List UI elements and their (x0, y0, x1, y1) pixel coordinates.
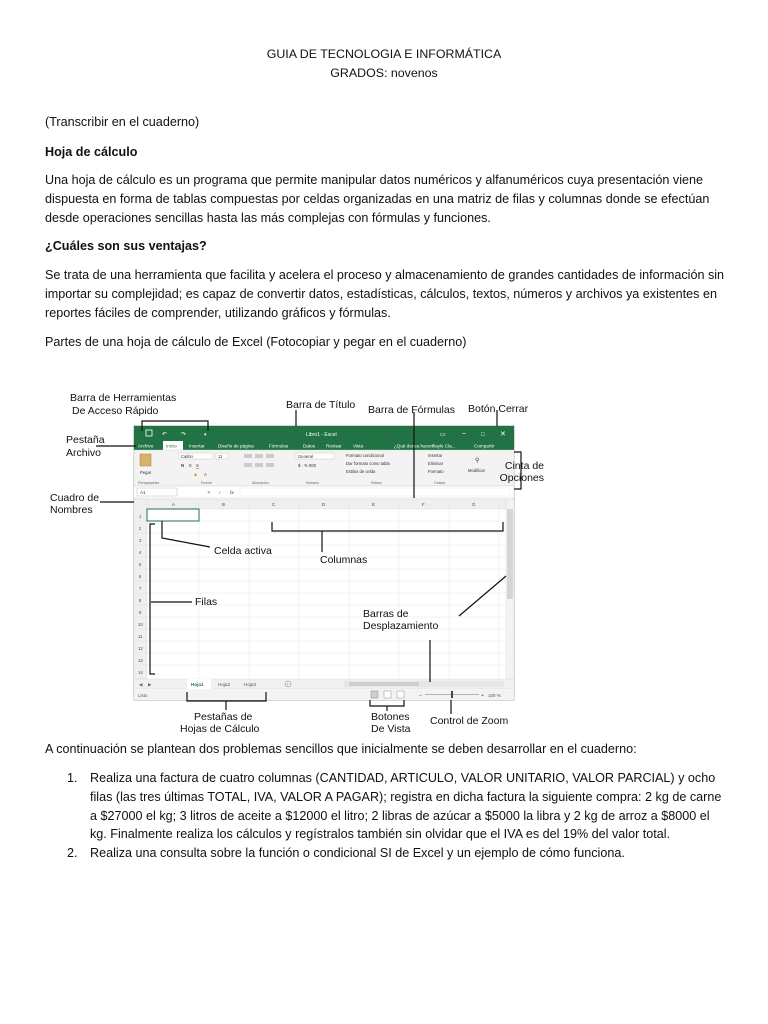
excel-binoculars-icon[interactable]: ⚲ (475, 458, 480, 464)
excel-tab-diseno[interactable]: Diseño de página (218, 443, 254, 449)
excel-tab-vista[interactable]: Vista (353, 443, 364, 449)
excel-italic-icon[interactable]: K (189, 463, 192, 468)
excel-tab-inicio[interactable]: Inicio (166, 443, 177, 449)
excel-tab-formulas[interactable]: Fórmulas (269, 443, 289, 449)
excel-group-cells: Celdas (434, 481, 446, 485)
row-header[interactable]: 8 (139, 598, 142, 603)
sheet-tab-hoja2[interactable]: Hoja2 (218, 682, 231, 687)
label-quick-access-1: Barra de Herramientas (70, 392, 177, 404)
label-view-buttons-2: De Vista (371, 723, 411, 735)
sheet-tab-hoja3[interactable]: Hoja3 (244, 682, 257, 687)
row-header[interactable]: 2 (139, 526, 142, 531)
label-scrollbars-2: Desplazamiento (363, 620, 439, 632)
label-close-button: Botón Cerrar (468, 403, 529, 415)
excel-paste-button[interactable]: Pegar (140, 470, 152, 475)
excel-cell-styles[interactable]: Estilos de celda (346, 469, 376, 474)
view-page-break-icon[interactable] (397, 691, 404, 698)
paragraph-definition: Una hoja de cálculo es un programa que permite manipular datos numéricos y alfanuméricos cuya presentación viene dispuesta en forma de tablas compuestas por celdas organizadas en una matriz de filas y columnas donde se efectúan desde operaciones sencillas hasta las más complejas con fórmulas y funciones. (45, 173, 710, 225)
excel-bold-icon[interactable]: N (181, 463, 185, 468)
sheet-scroll-left-icon[interactable]: ◀ (139, 682, 143, 687)
status-text: Listo (138, 693, 148, 698)
column-header[interactable]: B (222, 502, 225, 507)
excel-quick-access-dropdown-icon[interactable]: ▾ (204, 432, 207, 438)
label-file-tab-1: Pestaña (66, 434, 105, 446)
heading-advantages: ¿Cuáles son sus ventajas? (45, 239, 207, 253)
row-header[interactable]: 12 (138, 646, 143, 651)
excel-insert-cells[interactable]: Insertar (428, 453, 443, 458)
column-header[interactable]: G (472, 502, 476, 507)
excel-user[interactable]: Kaylo Cla... (432, 443, 456, 449)
column-header[interactable]: A (172, 502, 175, 507)
label-view-buttons-1: Botones (371, 711, 410, 723)
excel-modify-button[interactable]: Modificar (468, 468, 485, 473)
label-rows: Filas (195, 596, 218, 608)
paragraph-problems-intro: A continuación se plantean dos problemas sencillos que inicialmente se deben desarrollar en el cuaderno: (45, 742, 637, 756)
excel-close-icon[interactable]: ✕ (500, 431, 506, 438)
list-item (45, 769, 725, 844)
excel-ribbon-toggle-icon[interactable]: ▭ (440, 432, 446, 438)
doc-title-line1: GUIA DE TECNOLOGIA E INFORMÁTICA (266, 47, 502, 61)
excel-currency-icon[interactable]: $ - % 000 (298, 463, 316, 468)
excel-number-format[interactable]: General (298, 454, 313, 459)
heading-spreadsheet: Hoja de cálculo (45, 145, 138, 159)
excel-share-button[interactable]: Compartir (474, 443, 495, 449)
excel-tab-archivo[interactable]: Archivo (138, 443, 154, 449)
view-page-layout-icon[interactable] (384, 691, 391, 698)
excel-tab-insertar[interactable]: Insertar (189, 443, 205, 449)
zoom-in-icon[interactable]: + (481, 693, 484, 699)
problem-text: Realiza una factura de cuatro columnas (CANTIDAD, ARTICULO, VALOR UNITARIO, VALOR PARCIAL) y ocho filas (las tres últimas TOTAL, IVA, VALOR A PAGAR); registra en dicha factura la siguiente compra: 2 kg de carne a $27000 el kg; 3 litros de aceite a $12000 el litro; 2 libras de azúcar a $5000 la libra y 2 kg de arroz a $8000 el kg. Finalmente realiza los cálculos y regístralos también sin olvidar que el IVA es del 19% del valor total. (90, 771, 722, 842)
excel-font-name[interactable]: Calibri (181, 454, 193, 459)
excel-delete-cells[interactable]: Eliminar (428, 461, 444, 466)
label-scrollbars-1: Barras de (363, 608, 409, 620)
list-number: 1. (67, 771, 78, 785)
vertical-scroll-thumb[interactable] (507, 509, 513, 599)
excel-fill-color-icon[interactable]: ◆ (194, 472, 198, 477)
row-header[interactable]: 11 (138, 634, 143, 639)
excel-paste-icon[interactable] (140, 454, 151, 466)
label-active-cell: Celda activa (214, 545, 272, 557)
note: (Transcribir en el cuaderno) (45, 115, 200, 129)
row-header[interactable]: 3 (139, 538, 142, 543)
label-zoom-control: Control de Zoom (430, 715, 509, 727)
label-ribbon-2: Opciones (499, 472, 544, 484)
row-header[interactable]: 4 (139, 550, 142, 555)
excel-tab-revisar[interactable]: Revisar (326, 443, 342, 449)
excel-undo-icon[interactable]: ↶ (162, 432, 168, 438)
doc-title-line2: GRADOS: novenos (330, 66, 438, 80)
excel-redo-icon[interactable]: ↷ (181, 432, 187, 438)
label-name-box-1: Cuadro de (50, 492, 100, 504)
label-name-box-2: Nombres (50, 504, 93, 516)
sheet-scroll-right-icon[interactable]: ▶ (148, 682, 152, 687)
excel-grid (134, 499, 514, 679)
list-item (45, 844, 725, 863)
label-columns: Columnas (320, 554, 368, 566)
excel-group-alignment: Alineación (252, 481, 269, 485)
excel-cond-format[interactable]: Formato condicional (346, 453, 384, 458)
label-sheet-tabs-2: Hojas de Cálculo (180, 723, 260, 735)
row-header[interactable]: 1 (139, 514, 142, 519)
row-header[interactable]: 9 (139, 610, 142, 615)
row-header[interactable]: 10 (138, 622, 143, 627)
row-header[interactable]: 7 (139, 586, 142, 591)
excel-enter-icon[interactable]: ✓ (218, 490, 222, 495)
column-header[interactable]: C (272, 502, 276, 507)
problem-list (45, 769, 725, 863)
excel-group-font: Fuente (201, 481, 213, 485)
row-header[interactable]: 14 (138, 670, 143, 675)
label-quick-access-2: De Acceso Rápido (72, 405, 159, 417)
label-title-bar: Barra de Título (286, 399, 356, 411)
row-header[interactable]: 6 (139, 574, 142, 579)
label-formula-bar: Barra de Fórmulas (368, 404, 455, 416)
zoom-slider[interactable] (451, 691, 453, 698)
excel-group-styles: Estilos (371, 481, 382, 485)
excel-formula-input[interactable] (240, 488, 510, 496)
label-sheet-tabs-1: Pestañas de (194, 711, 253, 723)
excel-font-size[interactable]: 11 (218, 454, 223, 459)
paragraph-excel-parts: Partes de una hoja de cálculo de Excel (Fotocopiar y pegar en el cuaderno) (45, 335, 467, 349)
excel-group-clipboard: Portapapeles (138, 481, 160, 485)
view-normal-icon[interactable] (371, 691, 378, 698)
excel-underline-icon[interactable]: S (196, 463, 199, 468)
column-header[interactable]: D (322, 502, 326, 507)
label-ribbon-1: Cinta de (504, 460, 544, 472)
excel-window-title: Libro1 - Excel (306, 432, 337, 438)
problem-text: Realiza una consulta sobre la función o condicional SI de Excel y un ejemplo de cómo funciona. (90, 846, 625, 861)
list-number: 2. (67, 846, 78, 861)
excel-group-number: Número (306, 481, 319, 485)
excel-font-color-icon[interactable]: A (204, 472, 207, 477)
excel-cancel-icon[interactable]: ✕ (207, 490, 211, 495)
excel-maximize-icon[interactable]: □ (481, 432, 485, 438)
sheet-tab-hoja1[interactable]: Hoja1 (191, 682, 204, 687)
excel-tell-me[interactable]: ¿Qué desea hacer? (394, 443, 435, 449)
excel-parts-diagram (44, 384, 544, 736)
svg-text:+: + (286, 681, 289, 687)
zoom-value: 100 % (488, 693, 501, 698)
excel-fx-icon[interactable]: fx (230, 491, 234, 496)
excel-minimize-icon[interactable]: – (462, 430, 466, 437)
excel-tab-datos[interactable]: Datos (303, 443, 316, 449)
excel-name-box-value: A1 (140, 490, 146, 495)
column-header[interactable]: E (372, 502, 375, 507)
horizontal-scroll-thumb[interactable] (349, 682, 419, 686)
excel-format-as-table[interactable]: Dar formato como tabla (346, 461, 390, 466)
excel-format-cells[interactable]: Formato (428, 469, 444, 474)
row-header[interactable]: 13 (138, 658, 143, 663)
column-header[interactable]: F (422, 502, 425, 507)
row-header[interactable]: 5 (139, 562, 142, 567)
paragraph-advantages: Se trata de una herramienta que facilita y acelera el proceso y almacenamiento de grandes cantidades de información sin importar su complejidad; es capaz de convertir datos, estadísticas, cálculos, textos, números y archivos ya existentes en reportes fáciles de comprender, utilizando gráficos y fórmulas. (45, 268, 725, 320)
zoom-out-icon[interactable]: – (419, 693, 422, 699)
label-file-tab-2: Archivo (66, 447, 102, 459)
